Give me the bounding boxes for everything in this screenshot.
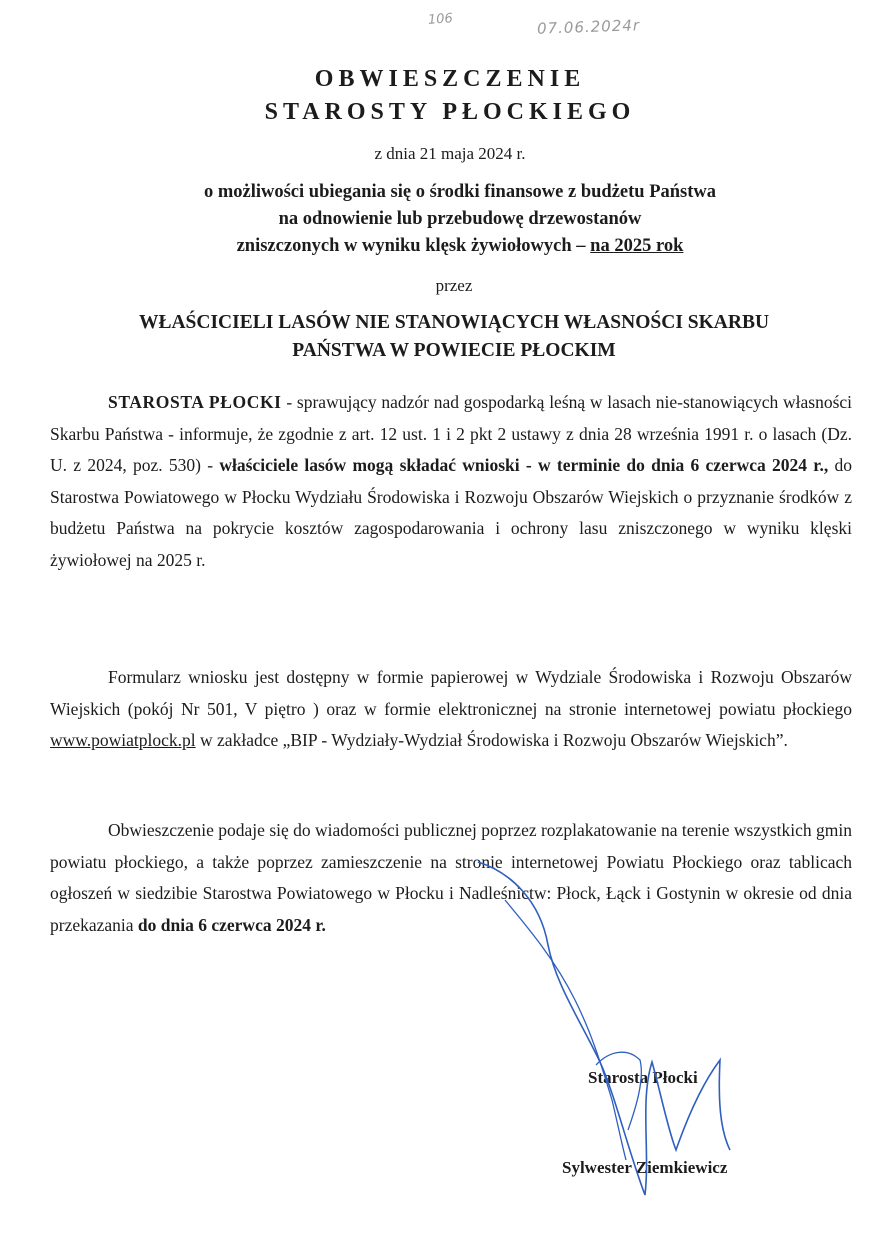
paragraph-1-text-b: do Starostwa Powiatowego w Płocku Wydziału Środowiska i Rozwoju Obszarów Wiejskich o przyznanie środków z budżetu Państwa na pokrycie kosztów zagospodarowania i ochrony lasu zniszczonego w wyniku klęski żywiołowej na 2025 r. — [50, 455, 852, 570]
document-date: z dnia 21 maja 2024 r. — [374, 144, 526, 163]
paragraph-1-text-a: - sprawujący nadzór nad gospodarką leśną w lasach nie-stanowiących własności Skarbu Państwa - informuje, że zgodnie z art. 12 ust. 1 i 2 pkt 2 ustawy z dnia 28 września 1991 r. o lasach (Dz. U. z 2024, poz. 530) - — [50, 392, 853, 475]
paragraph-2-text-a: Formularz wniosku jest dostępny w formie papierowej w Wydziale Środowiska i Rozwoju Obszarów Wiejskich (pokój Nr 501, V piętro ) oraz w formie elektronicznej na stronie internetowej powiatu płockiego — [50, 667, 852, 719]
paragraph-2-text-b: w zakładce „BIP - Wydziały-Wydział Środowiska i Rozwoju Obszarów Wiejskich”. — [195, 730, 788, 750]
subject-year-underlined: na 2025 rok — [590, 236, 684, 256]
handwritten-reference-number: 106 — [427, 11, 454, 28]
website-link[interactable]: www.powiatplock.pl — [50, 730, 196, 750]
document-title-issuer: STAROSTY PŁOCKIEGO — [264, 99, 636, 125]
signatory-name: Sylwester Ziemkiewicz — [562, 1158, 728, 1177]
paragraph-publication — [50, 815, 852, 941]
subject-line-3-text: zniszczonych w wyniku klęsk żywiołowych – — [236, 236, 591, 256]
subject-line-3 — [20, 233, 880, 260]
signatory-title: Starosta Płocki — [588, 1068, 698, 1087]
addressee-line-1: WŁAŚCICIELI LASÓW NIE STANOWIĄCYCH WŁASNOŚCI SKARBU — [138, 312, 770, 333]
handwritten-received-date: 07.06.2024r — [536, 16, 641, 38]
paragraph-form-availability — [50, 662, 852, 757]
document-title: OBWIESZCZENIE — [314, 66, 586, 92]
paragraph-announcement — [50, 387, 852, 576]
subject-line-2: na odnowienie lub przebudowę drzewostanów — [278, 209, 642, 229]
przez-label: przez — [435, 276, 473, 295]
addressee — [14, 309, 880, 365]
paragraph-deadline-bold: właściciele lasów mogą składać wnioski - w terminie do dnia 6 czerwca 2024 r., — [219, 455, 829, 475]
document-subject — [20, 179, 880, 260]
paragraph-3-text: Obwieszczenie podaje się do wiadomości publicznej poprzez rozplakatowanie na terenie wszystkich gmin powiatu płockiego, a także poprzez zamieszczenie na stronie internetowej Powiatu Płockiego oraz tablicach ogłoszeń w siedzibie Starostwa Powiatowego w Płocku i Nadleśnictw: Płock, Łąck i Gostynin w okresie od dnia przekazania — [50, 820, 852, 935]
addressee-line-2: PAŃSTWA W POWIECIE PŁOCKIM — [292, 340, 616, 361]
paragraph-3-deadline-bold: do dnia 6 czerwca 2024 r. — [137, 914, 326, 935]
subject-line-1: o możliwości ubiegania się o środki finansowe z budżetu Państwa — [203, 182, 717, 202]
paragraph-issuer-bold: STAROSTA PŁOCKI — [108, 392, 282, 412]
signature-stroke — [596, 1052, 641, 1130]
